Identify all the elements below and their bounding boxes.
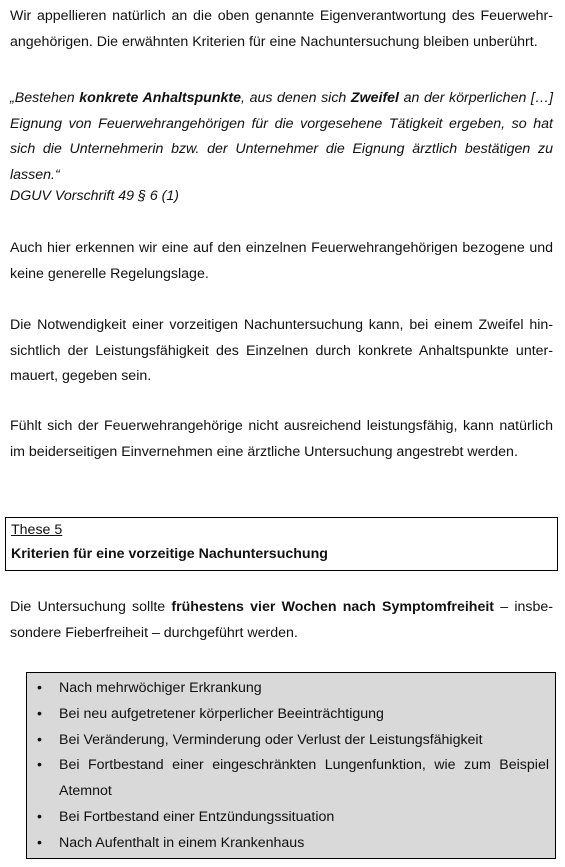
list-item-text: Bei Fortbestand einer eingeschränkten Lungenfunktion, wie zum Beispiel Atemnot xyxy=(59,757,549,800)
bullet-icon: • xyxy=(37,808,42,825)
quote-text-3: an der körperlichen […] Eignung von Feuerwehrangehörigen für die vorgesehene Tätigkeit ergeben, so hat sich die Unternehmerin bzw. der Unternehmer die Eignung ärztlich bestätigen zu lassen.“ xyxy=(10,90,554,183)
para5-text-2: – insbesondere Fieberfreiheit – durchgeführt werden. xyxy=(10,599,553,641)
paragraph-5 xyxy=(10,595,553,646)
bullet-icon: • xyxy=(37,731,42,748)
paragraph-2: Auch hier erkennen wir eine auf den einzelnen Feuerwehrangehörigen bezogene und keine generelle Regelungslage. xyxy=(10,240,553,282)
thesis-title: Kriterien für eine vorzeitige Nachuntersuchung xyxy=(11,546,328,562)
bullet-icon: • xyxy=(37,757,42,774)
list-item xyxy=(33,676,549,702)
thesis-box xyxy=(5,517,558,571)
list-item-text: Bei Fortbestand einer Entzündungssituation xyxy=(59,808,335,825)
bullet-icon: • xyxy=(37,680,42,696)
list-item-text: Bei neu aufgetretener körperlicher Beeinträchtigung xyxy=(59,705,384,722)
quote-text-1: „Bestehen xyxy=(10,90,80,106)
paragraph-3: Die Notwendigkeit einer vorzeitigen Nachuntersuchung kann, bei einem Zweifel hinsichtlich der Leistungsfähigkeit des Einzelnen durch konkrete Anhaltspunkte untermauert, gegeben sein. xyxy=(10,317,553,384)
para5-bold: frühestens vier Wochen nach Symptomfreiheit xyxy=(171,599,494,615)
list-item xyxy=(33,728,549,754)
list-item xyxy=(33,753,549,805)
thesis-label: These 5 xyxy=(11,522,63,538)
quote-bold-1: konkrete Anhaltspunkte xyxy=(79,90,242,106)
criteria-box xyxy=(26,672,556,859)
bullet-icon: • xyxy=(37,705,42,722)
quote-source: DGUV Vorschrift 49 § 6 (1) xyxy=(10,188,179,204)
paragraph-4: Fühlt sich der Feuerwehrangehörige nicht ausreichend leistungsfähig, kann natürlich im beiderseitigen Einvernehmen eine ärztliche Untersuchung angestrebt werden. xyxy=(10,418,553,460)
criteria-list xyxy=(33,676,549,857)
list-item-text: Bei Veränderung, Verminderung oder Verlust der Leistungsfähigkeit xyxy=(59,731,483,748)
list-item-text: Nach Aufenthalt in einem Krankenhaus xyxy=(59,834,305,851)
para5-text-1: Die Untersuchung sollte xyxy=(10,599,172,615)
quote-paragraph xyxy=(10,86,553,188)
quote-text-2: , aus denen sich xyxy=(241,90,351,106)
list-item xyxy=(33,702,549,728)
quote-bold-2: Zweifel xyxy=(350,90,399,106)
list-item xyxy=(33,831,549,857)
bullet-icon: • xyxy=(37,834,42,851)
list-item xyxy=(33,805,549,831)
intro-paragraph: Wir appellieren natürlich an die oben genannte Eigenverantwortung des Feuerwehrangehörigen. Die erwähnten Kriterien für eine Nachuntersuchung bleiben unberührt. xyxy=(10,8,553,50)
list-item-text: Nach mehrwöchiger Erkrankung xyxy=(59,680,262,696)
